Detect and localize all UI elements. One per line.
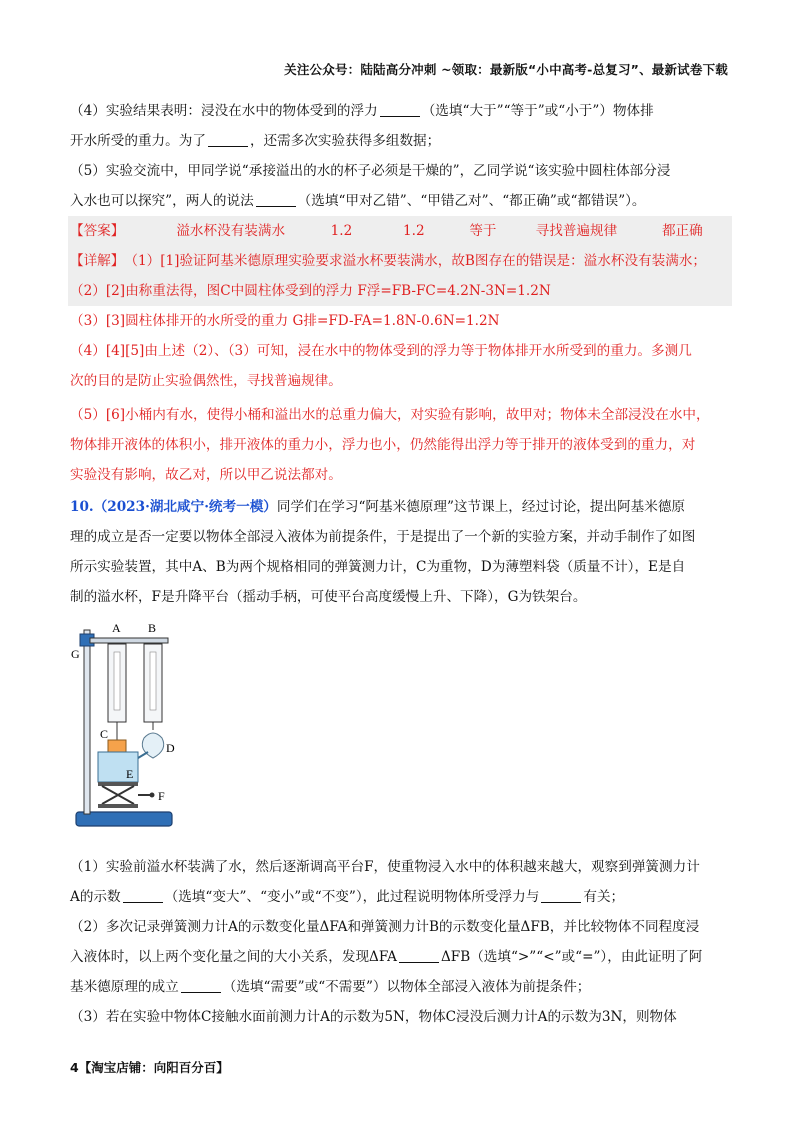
answer-item: 1.2 <box>402 223 425 239</box>
detail-line-3: （3）[3]圆柱体排开的水所受的重力 G排=FD-FA=1.8N-0.6N=1.2N <box>70 313 500 329</box>
s2-line2a: 入液体时，以上两个变化量之间的大小关系，发现ΔFA <box>70 949 397 965</box>
p4-line1b: （选填“大于”“等于”或“小于”）物体排 <box>421 103 654 119</box>
lift-scissor <box>102 786 134 804</box>
page-footer: 4【淘宝店铺：向阳百分百】 <box>70 1060 229 1075</box>
blank-10-2-2 <box>181 978 221 993</box>
detail-label: 【详解】 <box>70 253 125 269</box>
s1-line2b: （选填“变大”、“变小”或“不变”），此过程说明物体所受浮力与 <box>164 889 540 905</box>
answer-item: 溢水杯没有装满水 <box>176 223 286 239</box>
scale-b-window <box>150 652 156 710</box>
blank-5 <box>256 192 296 207</box>
s3-line1: （3）若在实验中物体C接触水面前测力计A的示数为5N，物体C浸没后测力计A的示数为3N，则物体 <box>70 1009 677 1025</box>
detail-text-1: （1）[1]验证阿基米德原理实验要求溢水杯要装满水，故B图存在的错误是：溢水杯没有装满水； <box>124 253 707 269</box>
detail-line-5a: （5）[6]小桶内有水，使得小桶和溢出水的总重力偏大，对实验有影响，故甲对；物体未全部浸没在水中， <box>70 407 710 423</box>
detail-line-4b: 次的目的是防止实验偶然性，寻找普遍规律。 <box>70 373 342 389</box>
s2-line3b: （选填“需要”或“不需要”）以物体全部浸入液体为前提条件； <box>222 979 591 995</box>
p5-line2b: （选填“甲对乙错”、“甲错乙对”、“都正确”或“都错误”）。 <box>297 193 646 209</box>
q10-line4: 制的溢水杯，F是升降平台（摇动手柄，可使平台高度缓慢上升、下降），G为铁架台。 <box>70 589 587 605</box>
lift-knob <box>150 793 155 798</box>
answer-row <box>70 216 730 246</box>
p4-line1a: （4）实验结果表明：浸没在水中的物体受到的浮力 <box>70 103 378 119</box>
s2-line3a: 基米德原理的成立 <box>70 979 179 995</box>
answer-item: 都正确 <box>661 223 703 239</box>
question-part-5 <box>70 156 730 216</box>
scale-a-window <box>114 652 120 710</box>
detail-line-5c: 实验没有影响，故乙对，所以甲乙说法都对。 <box>70 467 342 483</box>
blank-10-2-1 <box>399 948 439 963</box>
label-c: C <box>100 727 109 741</box>
question-10-part-1 <box>70 852 730 912</box>
cross-bar <box>90 638 168 643</box>
detail-line-5b: 物体排开液体的体积小，排开液体的重力小，浮力也小，仍然能得出浮力等于排开的液体受到的重力，对 <box>70 437 696 453</box>
apparatus-drawing <box>70 612 180 832</box>
blank-10-1-2 <box>541 888 581 903</box>
blank-10-1-1 <box>123 888 163 903</box>
q10-line3: 所示实验装置，其中A、B为两个规格相同的弹簧测力计，C为重物，D为薄塑料袋（质量不计），E是自 <box>70 559 686 575</box>
p5-line1: （5）实验交流中，甲同学说“承接溢出的水的杯子必须是干燥的”，乙同学说“该实验中圆柱体部分浸 <box>70 163 671 179</box>
q10-line1: 同学们在学习“阿基米德原理”这节课上，经过讨论，提出阿基米德原 <box>276 499 686 515</box>
s1-line1: （1）实验前溢水杯装满了水，然后逐渐调高平台F，使重物浸入水中的体积越来越大，观察到弹簧测力计 <box>70 859 700 875</box>
p5-line2a: 入水也可以探究”，两人的说法 <box>70 193 254 209</box>
blank-4-1 <box>380 102 420 117</box>
s1-line2a: A的示数 <box>70 889 121 905</box>
label-b: B <box>148 621 157 635</box>
detail-line-1 <box>70 246 730 276</box>
blank-4-2 <box>208 132 248 147</box>
p4-line2b: ，还需多次实验获得多组数据； <box>249 133 441 149</box>
label-d: D <box>166 741 175 755</box>
s1-line2c: 有关； <box>583 889 625 905</box>
s2-line1: （2）多次记录弹簧测力计A的示数变化量ΔFA和弹簧测力计B的示数变化量ΔFB，并比较物体不同程度浸 <box>70 919 700 935</box>
answer-item: 1.2 <box>330 223 353 239</box>
experiment-apparatus-figure <box>70 612 180 832</box>
question-10-part-3 <box>70 1002 730 1032</box>
p4-line2a: 开水所受的重力。为了 <box>70 133 206 149</box>
label-e: E <box>126 767 134 781</box>
q10-line2: 理的成立是否一定要以物体全部浸入液体为前提条件，于是提出了一个新的实验方案，并动手制作了如图 <box>70 529 696 545</box>
label-g: G <box>71 647 80 661</box>
label-f: F <box>158 789 165 803</box>
detail-line-2: （2）[2]由称重法得，图C中圆柱体受到的浮力 F浮=FB-FC=4.2N-3N=1.2N <box>70 283 551 299</box>
question-source: （2023·湖北咸宁·统考一模） <box>93 499 277 515</box>
lift-top <box>98 782 138 786</box>
detail-line-4a: （4）[4][5]由上述（2）、（3）可知，浸在水中的物体受到的浮力等于物体排开水所受到的重力。多测几 <box>70 343 692 359</box>
stand-rod <box>84 630 90 814</box>
answer-item: 等于 <box>469 223 497 239</box>
lift-bottom <box>98 804 138 808</box>
question-10-part-2 <box>70 912 730 1002</box>
overflow-spout <box>138 752 148 758</box>
s2-line2b: ΔFB（选填“>”“<”或“=”），由此证明了阿 <box>440 949 703 965</box>
question-part-4 <box>70 96 730 156</box>
page-header: 关注公众号：陆陆高分冲刺 ~领取：最新版“小中高考-总复习”、最新试卷下载 <box>284 62 728 77</box>
question-10 <box>70 492 730 612</box>
answer-label: 【答案】 <box>70 223 125 239</box>
question-number: 10. <box>70 499 94 515</box>
label-a: A <box>112 621 121 635</box>
answer-item: 寻找普遍规律 <box>535 223 618 239</box>
